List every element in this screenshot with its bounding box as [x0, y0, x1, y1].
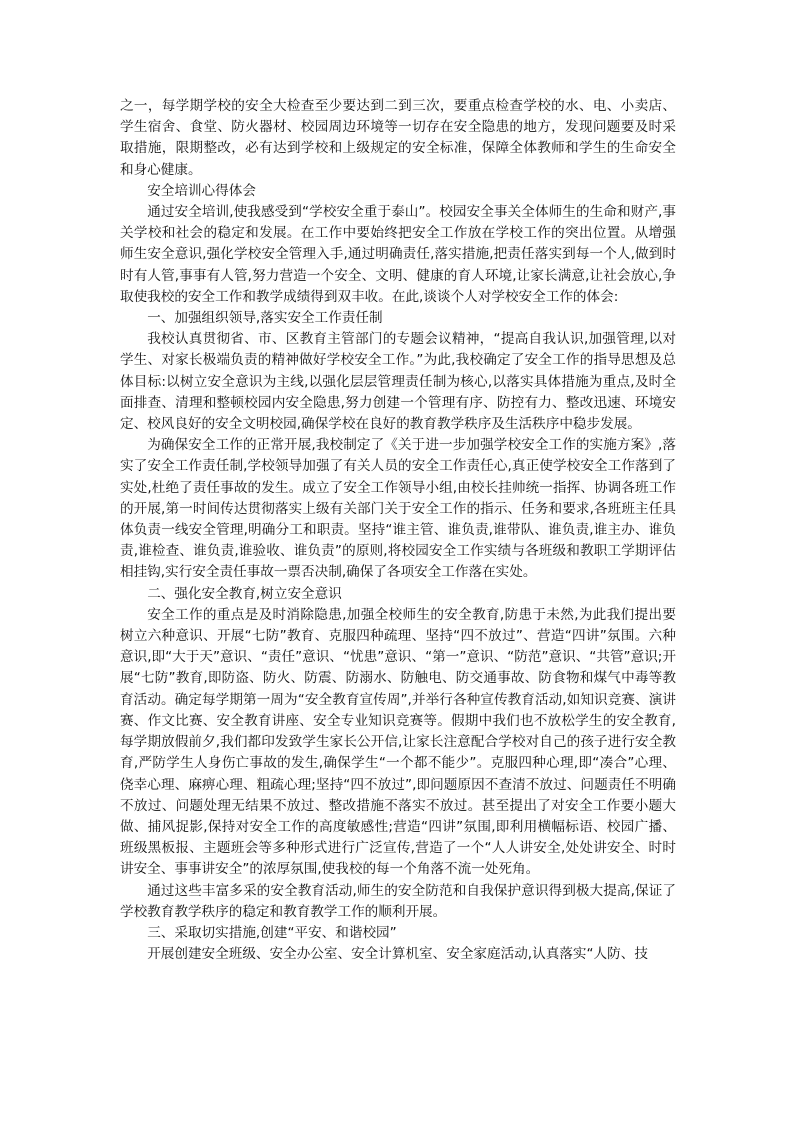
paragraph-intro: 通过安全培训,使我感受到“学校安全重于泰山”。校园安全事关全体师生的生命和财产,事关学校和社会的稳定和发展。在工作中要始终把安全工作放在学校工作的突出位置。从增强师生安全意识,强化学校安全管理入手,通过明确责任,落实措施,把责任落实到每一个人,做到时时有人管,事事有人管,努力营造一个安全、文明、健康的育人环境,让家长满意,让社会放心,争取使我校的安全工作和教学成绩得到双丰收。在此,谈谈个人对学校安全工作的体会:: [120, 204, 676, 305]
document-page: [120, 96, 676, 965]
paragraph-section2-a: 安全工作的重点是及时消除隐患,加强全校师生的安全教育,防患于未然,为此我们提出要树立六种意识、开展“七防”教育、克服四种疏理、坚持“四不放过”、营造“四讲”氛围。六种意识,即“大于天”意识、“责任”意识、“忧患”意识、“第一”意识、“防范”意识、“共管”意识;开展“七防”教育,即防盗、防火、防震、防溺水、防触电、防交通事故、防食物和煤气中毒等教育活动。确定每学期第一周为“安全教育宣传周”,并举行各种宣传教育活动,如知识竞赛、演讲赛、作文比赛、安全教育讲座、安全专业知识竞赛等。假期中我们也不放松学生的安全教育,每学期放假前夕,我们都印发致学生家长公开信,让家长注意配合学校对自己的孩子进行安全教育,严防学生人身伤亡事故的发生,确保学生“一个都不能少”。克服四种心理,即“凑合”心理、侥幸心理、麻痹心理、粗疏心理;坚持“四不放过”,即问题原因不查清不放过、问题责任不明确不放过、问题处理无结果不放过、整改措施不落实不放过。甚至提出了对安全工作要小题大做、捕风捉影,保持对安全工作的高度敏感性;营造“四讲”氛围,即利用横幅标语、校园广播、班级黑板报、主题班会等多种形式进行广泛宣传,营造了一个“人人讲安全,处处讲安全、时时讲安全、事事讲安全”的浓厚氛围,使我校的每一个角落不流一处死角。: [120, 606, 676, 878]
document-title: 安全培训心得体会: [147, 182, 256, 199]
section-heading-3: 三、采取切实措施,创建“平安、和谐校园”: [147, 924, 397, 941]
paragraph-section1-a: 我校认真贯彻省、市、区教育主管部门的专题会议精神，“提高自我认识,加强管理,以对学生、对家长极端负责的精神做好学校安全工作。”为此,我校确定了安全工作的指导思想及总体目标:以树立安全意识为主线,以强化层层管理责任制为核心,以落实具体措施为重点,及时全面排查、清理和整顿校园内安全隐患,努力创建一个管理有序、防控有力、整改迅速、环境安定、校风良好的安全文明校园,确保学校在良好的教育教学秩序及生活秩序中稳步发展。: [120, 331, 676, 433]
section-heading-1: 一、加强组织领导,落实安全工作责任制: [147, 310, 383, 327]
paragraph-section3-a: 开展创建安全班级、安全办公室、安全计算机室、安全家庭活动,认真落实“人防、技: [147, 946, 648, 963]
section-heading-2: 二、强化安全教育,树立安全意识: [147, 585, 342, 602]
paragraph-continuation: 之一，每学期学校的安全大检查至少要达到二到三次，要重点检查学校的水、电、小卖店、学生宿舍、食堂、防火器材、校园周边环境等一切存在安全隐患的地方，发现问题要及时采取措施，限期整改，必有达到学校和上级规定的安全标准，保障全体教师和学生的生命安全和身心健康。: [120, 98, 676, 178]
paragraph-section2-b: 通过这些丰富多采的安全教育活动,师生的安全防范和自我保护意识得到极大提高,保证了学校教育教学秩序的稳定和教育教学工作的顺利开展。: [120, 882, 676, 920]
paragraph-section1-b: 为确保安全工作的正常开展,我校制定了《关于进一步加强学校安全工作的实施方案》,落实了安全工作责任制,学校领导加强了有关人员的安全工作责任心,真正使学校安全工作落到了实处,杜绝了责任事故的发生。成立了安全工作领导小组,由校长挂帅统一指挥、协调各班工作的开展,第一时间传达贯彻落实上级有关部门关于安全工作的指示、任务和要求,各班班主任具体负责一线安全管理,明确分工和职责。坚持“谁主管、谁负责,谁带队、谁负责,谁主办、谁负责,谁检查、谁负责,谁验收、谁负责”的原则,将校园安全工作实绩与各班级和教职工学期评估相挂钩,实行安全责任事故一票否决制,确保了各项安全工作落在实处。: [120, 437, 676, 581]
